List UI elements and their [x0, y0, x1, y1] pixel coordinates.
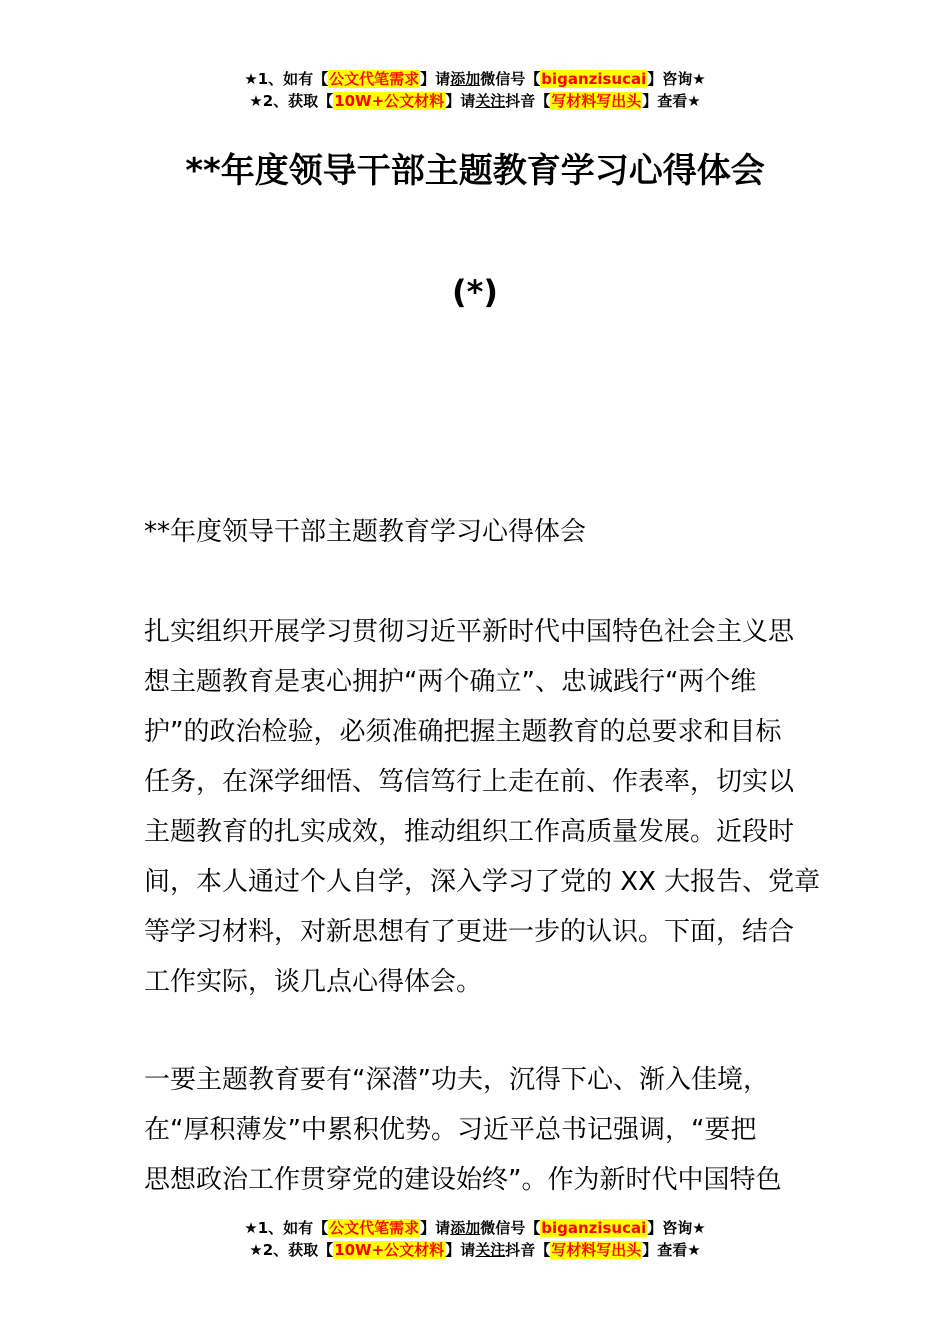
banner-highlight: biganzisucai	[541, 1219, 647, 1237]
paragraph-1	[144, 607, 821, 1007]
body-heading-text: **年度领导干部主题教育学习心得体会	[144, 517, 587, 547]
banner-text: 】请	[420, 1219, 451, 1237]
banner-line-1	[0, 1217, 950, 1239]
bottom-banner	[0, 1217, 950, 1261]
banner-underlined-text: 添加	[450, 70, 481, 88]
banner-highlight: biganzisucai	[541, 70, 647, 88]
body-heading	[144, 507, 812, 557]
banner-text: ★2、获取【	[249, 1241, 334, 1259]
text-line: 工作实际，谈几点心得体会。	[144, 967, 483, 997]
banner-text: 】咨询★	[647, 1219, 706, 1237]
banner-highlight: 10W+公文材料	[334, 1241, 445, 1259]
banner-line-2	[0, 90, 950, 112]
banner-text: ★1、如有【	[244, 1219, 329, 1237]
banner-text: 抖音【	[505, 92, 551, 110]
banner-text: 】请	[445, 92, 476, 110]
top-banner	[0, 68, 950, 112]
banner-text: 】查看★	[642, 92, 701, 110]
banner-underlined-text: 关注	[475, 92, 506, 110]
banner-highlight: 公文代笔需求	[329, 1219, 420, 1237]
banner-highlight: 写材料写出头	[551, 1241, 642, 1259]
banner-text: 微信号【	[480, 1219, 541, 1237]
banner-underlined-text: 添加	[450, 1219, 481, 1237]
text-line: 想主题教育是衷心拥护“两个确立”、忠诚践行“两个维	[144, 667, 757, 697]
text-line: 扎实组织开展学习贯彻习近平新时代中国特色社会主义思	[144, 617, 795, 647]
banner-line-2	[0, 1239, 950, 1261]
banner-text: 微信号【	[480, 70, 541, 88]
banner-highlight: 写材料写出头	[551, 92, 642, 110]
banner-text: ★1、如有【	[244, 70, 329, 88]
text-line: 思想政治工作贯穿党的建设始终”。作为新时代中国特色	[144, 1165, 782, 1195]
banner-text: 抖音【	[505, 1241, 551, 1259]
banner-text: 】请	[420, 70, 451, 88]
banner-text: 】请	[445, 1241, 476, 1259]
paragraph-2	[144, 1055, 812, 1205]
text-line: 任务，在深学细悟、笃信笃行上走在前、作表率，切实以	[144, 767, 795, 797]
banner-text: 】查看★	[642, 1241, 701, 1259]
text-line: 一要主题教育要有“深潜”功夫，沉得下心、渐入佳境，	[144, 1065, 769, 1095]
banner-line-1	[0, 68, 950, 90]
text-line: 等学习材料，对新思想有了更进一步的认识。下面，结合	[144, 917, 795, 947]
banner-highlight: 10W+公文材料	[334, 92, 445, 110]
text-line: 护”的政治检验，必须准确把握主题教育的总要求和目标	[144, 717, 782, 747]
text-line: 间，本人通过个人自学，深入学习了党的 XX 大报告、党章	[144, 867, 821, 897]
banner-highlight: 公文代笔需求	[329, 70, 420, 88]
document-title: **年度领导干部主题教育学习心得体会	[185, 151, 765, 191]
document-subtitle: (*)	[452, 273, 498, 311]
text-line: 主题教育的扎实成效，推动组织工作高质量发展。近段时	[144, 817, 795, 847]
banner-text: ★2、获取【	[249, 92, 334, 110]
banner-text: 】咨询★	[647, 70, 706, 88]
text-line: 在“厚积薄发”中累积优势。习近平总书记强调，“要把	[144, 1115, 757, 1145]
banner-underlined-text: 关注	[475, 1241, 506, 1259]
